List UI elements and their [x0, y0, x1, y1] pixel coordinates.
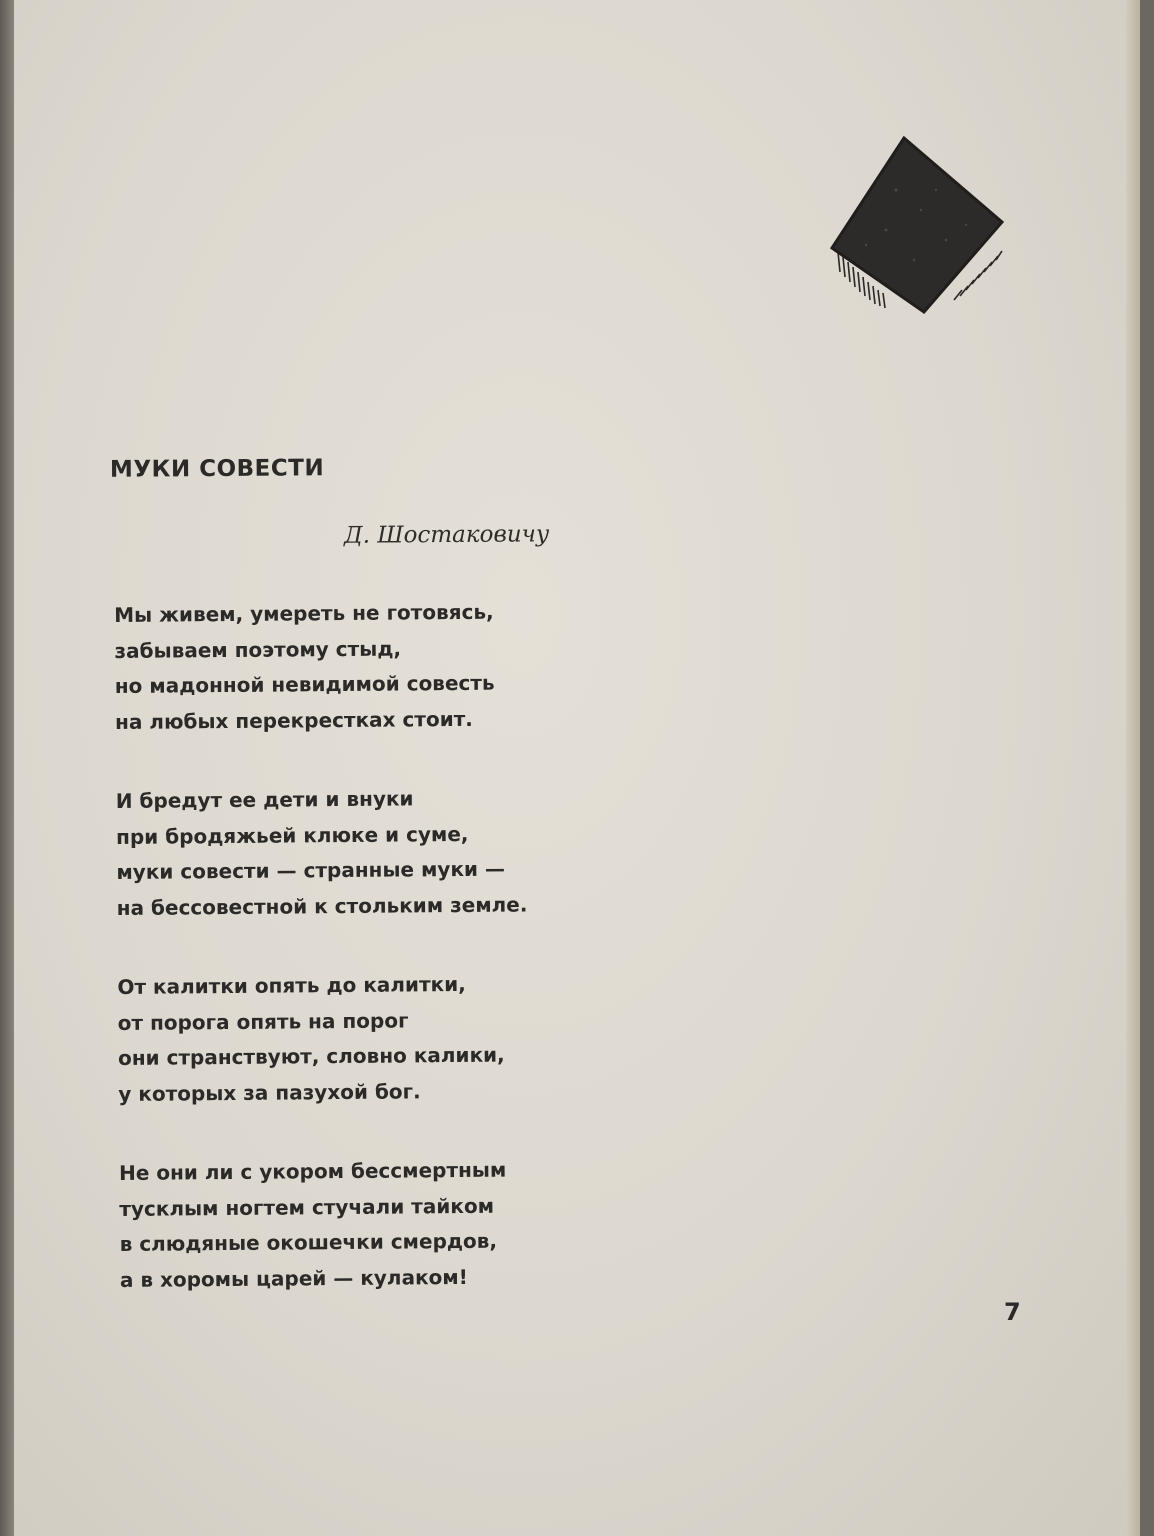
book-spine-shadow [0, 0, 14, 1536]
poem-line: забываем поэтому стыд, [114, 635, 402, 663]
poem-body [114, 593, 680, 1342]
poem-line: Мы живем, умереть не готовясь, [114, 599, 494, 627]
tasseled-diamond-icon [826, 130, 1016, 320]
page-edge [1126, 0, 1140, 1536]
poem-line: Не они ли с укором бессмертным [118, 1157, 507, 1185]
poem-line: И бредут ее дети и внуки [115, 786, 414, 813]
poem-line: муки совести — странные муки — [116, 856, 506, 884]
poem-line: в слюдяные окошечки смердов, [119, 1228, 498, 1256]
poem-line: у которых за пазухой бог. [118, 1078, 421, 1106]
poem-line: на бессовестной к стольким земле. [116, 891, 528, 920]
poem-line: а в хоромы царей — кулаком! [119, 1264, 468, 1292]
page-number: 7 [1004, 1298, 1021, 1326]
poem-line: они странствуют, словно калики, [117, 1042, 505, 1070]
book-page [14, 0, 1140, 1536]
poem-line: при бродяжьей клюке и суме, [115, 821, 469, 849]
poem-line: тусклым ногтем стучали тайком [119, 1193, 495, 1221]
poem-line: от порога опять на порог [117, 1007, 409, 1035]
poem-line: но мадонной невидимой совесть [114, 670, 495, 698]
poem-line: От калитки опять до калитки, [117, 971, 466, 999]
stanza [117, 965, 678, 1112]
stanza [116, 779, 677, 926]
stanza [114, 593, 675, 740]
stanza [119, 1151, 680, 1298]
poem-title: МУКИ СОВЕСТИ [109, 455, 325, 483]
poem-line: на любых перекрестках стоит. [114, 706, 473, 734]
dedication: Д. Шостаковичу [343, 521, 550, 549]
